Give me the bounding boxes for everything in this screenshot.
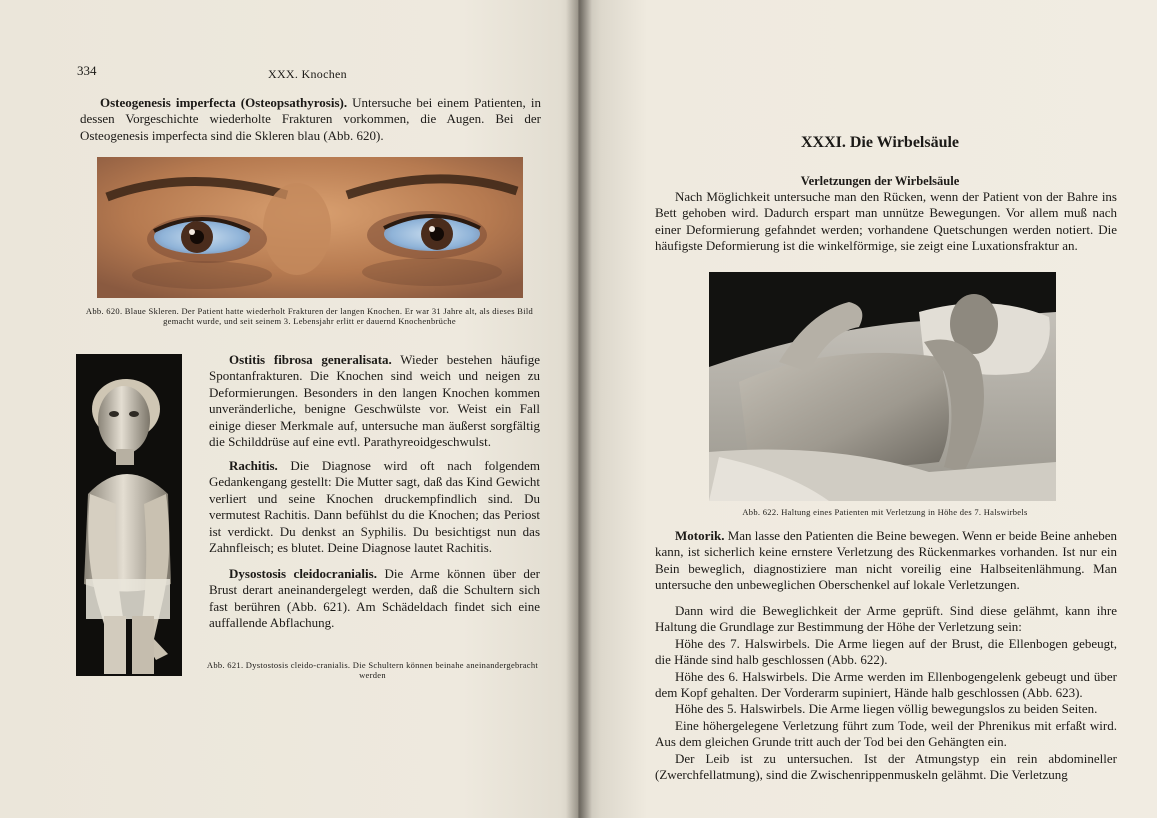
dysostosis-text: Die Arme können über der Brust derart aneinandergelegt werden, daß die Schultern sich fast berühren (Abb. 621). Am Schädeldach findet sich eine auffallende Abflachung.: [209, 566, 540, 631]
figure-620-caption: Abb. 620. Blaue Skleren. Der Patient hatte wiederholt Frakturen der langen Knochen. Er war 31 Jahre alt, als dieses Bild gemacht wurde, und seit seinem 3. Lebensjahr erlitt er dauernd Knochenbrüche: [85, 306, 534, 326]
paragraph-motorik: [655, 528, 1117, 594]
figure-621-caption: Abb. 621. Dystostosis cleido-cranialis. Die Schultern können beinahe aneinandergebracht werden: [206, 660, 539, 680]
paragraph-ostitis: [209, 352, 540, 450]
paragraph-hoehere-verletzung: Eine höhergelegene Verletzung führt zum Tode, weil der Phrenikus mit erfaßt wird. Aus dem gleichen Grunde tritt auch der Tod bei den Gehängten ein.: [655, 717, 1117, 750]
paragraph-rachitis: [209, 458, 540, 556]
eyes-illustration: [97, 157, 523, 298]
figure-621-child-photo: [76, 354, 182, 676]
figure-620-eyes-photo: [97, 157, 523, 298]
running-title: XXX. Knochen: [268, 67, 347, 81]
rachitis-title: Rachitis.: [229, 458, 278, 473]
page-number: 334: [77, 63, 97, 78]
paragraph-intro: Nach Möglichkeit untersuche man den Rücken, wenn der Patient von der Bahre ins Bett gehoben wird. Dadurch erspart man unnütze Bewegungen. Vor allem muß nach einer Deformierung gefahndet werden; vorhandene Quetschungen werden notiert. Die häufigste Deformierung ist die winkelförmige, sie zeigt eine Luxationsfraktur an.: [655, 189, 1117, 254]
paragraph-halswirbel-5: Höhe des 5. Halswirbels. Die Arme liegen völlig bewegungslos zu beiden Seiten.: [675, 701, 1098, 717]
paragraph-dysostosis: [209, 566, 540, 632]
paragraph-halswirbel-7: Höhe des 7. Halswirbels. Die Arme liegen auf der Brust, die Ellenbogen gebeugt, die Hände sind halb geschlossen (Abb. 622).: [655, 635, 1117, 668]
book-gutter: [566, 0, 592, 818]
patient-illustration: [709, 272, 1056, 501]
figure-622-caption: Abb. 622. Haltung eines Patienten mit Verletzung in Höhe des 7. Halswirbels: [742, 507, 1028, 517]
ostitis-title: Ostitis fibrosa generalisata.: [229, 352, 392, 367]
dysostosis-title: Dysostosis cleidocranialis.: [229, 566, 377, 581]
paragraph-leib: Der Leib ist zu untersuchen. Ist der Atmungstyp ein rein abdomineller (Zwerchfellatmung), sind die Zwischenrippenmuskeln gelähmt. Die Verletzung: [655, 750, 1117, 783]
paragraph-osteogenesis: [80, 95, 541, 144]
osteogenesis-title: Osteogenesis imperfecta (Osteopsathyrosis).: [100, 95, 348, 110]
figure-622-patient-photo: [709, 272, 1056, 501]
osteogenesis-text: Untersuche bei einem Patienten, in dessen Vorgeschichte wiederholte Frakturen vorkommen, die Augen. Bei der Osteogenesis imperfecta sind die Skleren blau (Abb. 620).: [80, 95, 541, 143]
paragraph-arme: Dann wird die Beweglichkeit der Arme geprüft. Sind diese gelähmt, kann ihre Haltung die Grundlage zur Bestimmung der Höhe der Verletzung sein:: [655, 603, 1117, 635]
left-page: [0, 0, 578, 818]
child-illustration: [76, 354, 182, 676]
paragraph-halswirbel-6: Höhe des 6. Halswirbels. Die Arme werden im Ellenbogengelenk gebeugt und über dem Kopf gehalten. Der Vorderarm supiniert, Hände halb geschlossen (Abb. 623).: [655, 668, 1117, 701]
section-title: Verletzungen der Wirbelsäule: [800, 174, 960, 188]
motorik-title: Motorik.: [675, 528, 725, 543]
ostitis-text: Wieder bestehen häufige Spontanfrakturen. Die Knochen sind weich und neigen zu Deformierungen. Besonders in den langen Knochen kommen unveränderliche, benigne Geschwülste vor. Weist ein Fall einige dieser Merkmale auf, untersuche man äußerst sorgfältig die Schilddrüse auf eine evtl. Parathyreoidgeschwulst.: [209, 352, 540, 450]
motorik-text: Man lasse den Patienten die Beine bewegen. Wenn er beide Beine anheben kann, ist sicherlich keine ernstere Verletzung des Rückenmarkes vorhanden. Ist nur ein Bein beweglich, diagnostiziere man nicht voreilig eine Halbseitenlähmung. Man untersuche den unbeweglichen Oberschenkel auf lokale Verletzungen.: [655, 528, 1118, 593]
paragraph-arme-block: [655, 603, 1117, 783]
rachitis-text: Die Diagnose wird oft nach folgendem Gedankengang gestellt: Die Mutter sagt, daß das Kind Gewicht verliert und seine Knochen druckempfindlich sind. Du vermutest Rachitis. Dann befühlst du die Knochen; das Periost ist verdickt. Du denkst an Syphilis. Du besichtigst nun das Zahnfleisch; es blutet. Deine Diagnose lautet Rachitis.: [209, 458, 540, 556]
chapter-title: XXXI. Die Wirbelsäule: [800, 134, 960, 151]
